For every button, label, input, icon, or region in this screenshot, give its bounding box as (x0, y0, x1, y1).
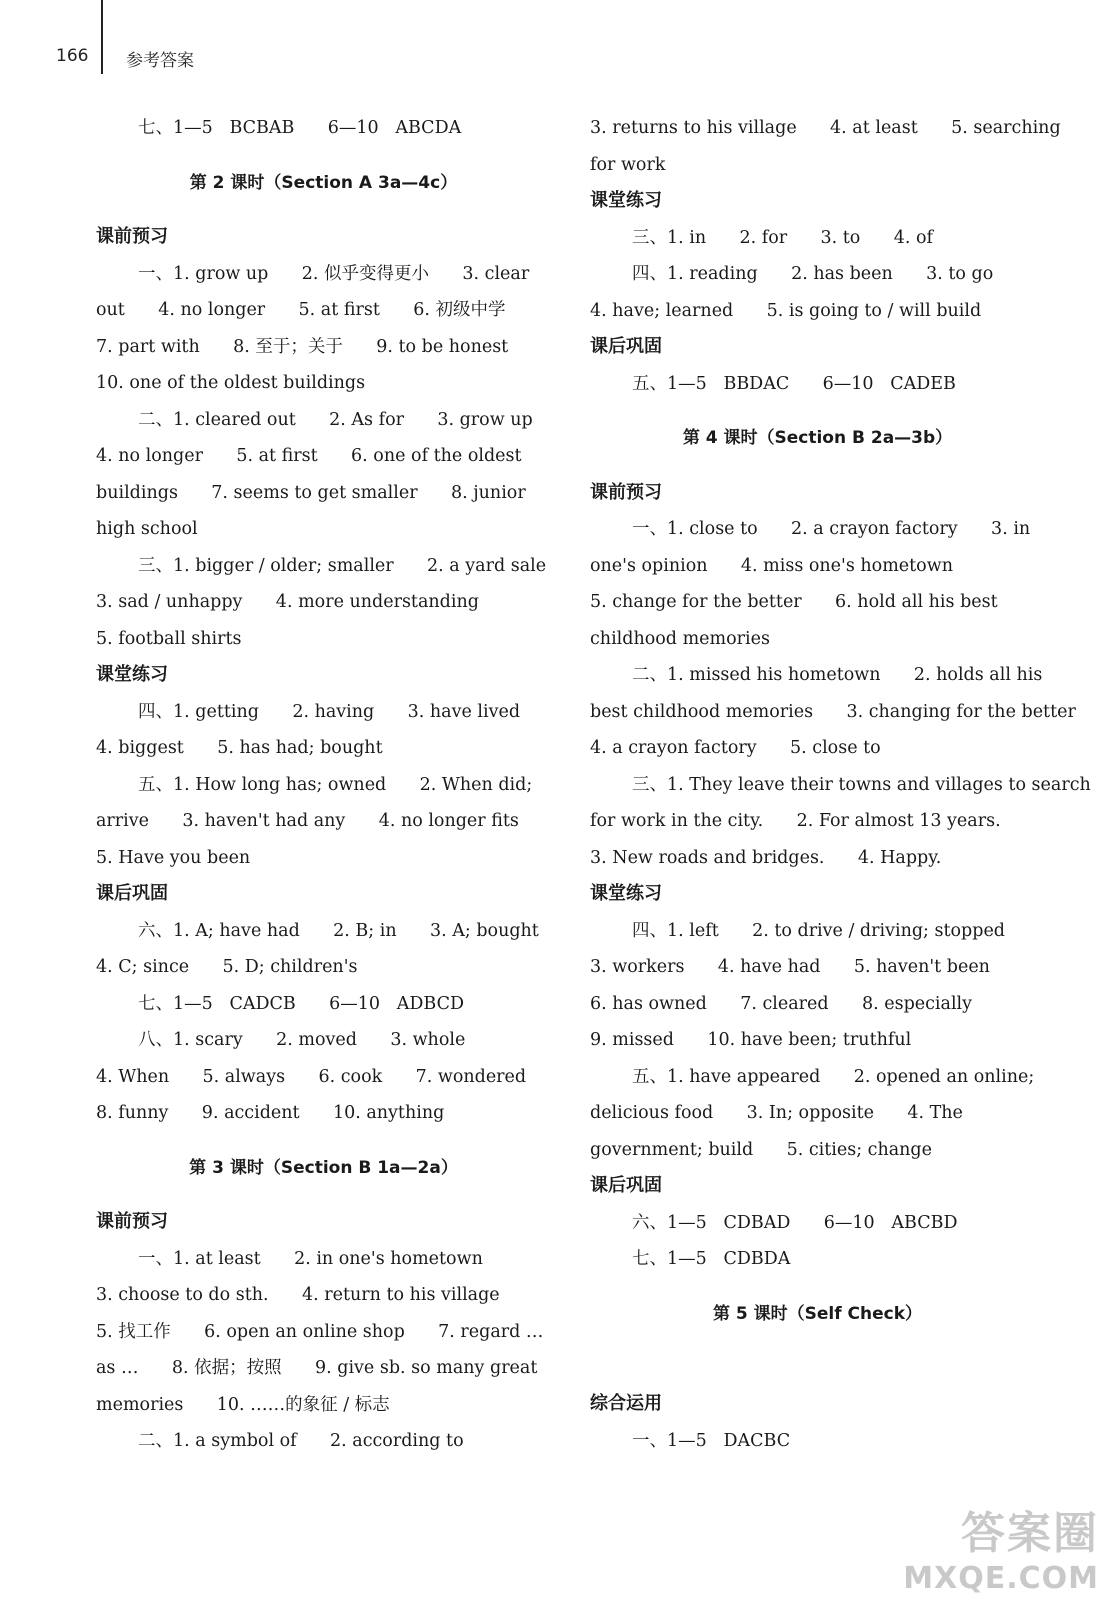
section-heading: 课前预习 (96, 1211, 168, 1232)
answer-line: 5. football shirts (96, 628, 242, 649)
section-heading: 综合运用 (590, 1393, 662, 1414)
section-heading: 课前预习 (96, 226, 168, 247)
answer-line: 3. New roads and bridges. 4. Happy. (590, 847, 942, 868)
lesson-title: 第 4 课时（Section B 2a—3b） (682, 428, 953, 448)
answer-line: out 4. no longer 5. at first 6. 初级中学 (96, 300, 506, 320)
lesson-title: 第 3 课时（Section B 1a—2a） (189, 1157, 458, 1178)
answer-line: 8. funny 9. accident 10. anything (96, 1103, 445, 1123)
answer-line: 3. sad / unhappy 4. more understanding (96, 592, 479, 612)
right-answer-column (590, 110, 1091, 1459)
answer-line: 五、1. have appeared 2. opened an online; (632, 1066, 1035, 1087)
section-heading: 课后巩固 (590, 336, 662, 357)
page-number: 166 (56, 46, 89, 66)
page-header-title: 参考答案 (126, 51, 194, 71)
answer-line: 3. returns to his village 4. at least 5. searching (590, 118, 1061, 138)
answer-line: 9. missed 10. have been; truthful (590, 1030, 912, 1050)
section-heading: 课后巩固 (590, 1175, 662, 1196)
answer-line: memories 10. ……的象征 / 标志 (96, 1394, 390, 1415)
answer-line: buildings 7. seems to get smaller 8. junior (96, 482, 526, 503)
answer-line: one's opinion 4. miss one's hometown (590, 555, 953, 576)
answer-line: best childhood memories 3. changing for the better (590, 701, 1076, 722)
answer-line: 八、1. scary 2. moved 3. whole (138, 1030, 466, 1050)
answer-line: 5. change for the better 6. hold all his best (590, 592, 998, 612)
answer-line: 三、1. bigger / older; smaller 2. a yard sale (138, 555, 547, 576)
answer-line: childhood memories (590, 628, 770, 649)
answer-line: 七、1—5 CDBDA (632, 1249, 791, 1269)
answer-line: 四、1. left 2. to drive / driving; stopped (632, 920, 1006, 941)
answer-line: 五、1—5 BBDAC 6—10 CADEB (632, 373, 956, 394)
answer-line: 七、1—5 CADCB 6—10 ADBCD (138, 993, 465, 1014)
answer-line: 四、1. reading 2. has been 3. to go (632, 264, 994, 284)
section-heading: 课堂练习 (590, 883, 662, 904)
answer-line: 3. choose to do sth. 4. return to his village (96, 1285, 500, 1305)
answer-line: 一、1. at least 2. in one's hometown (138, 1248, 483, 1269)
answer-line: for work (590, 154, 666, 175)
answer-line: delicious food 3. In; opposite 4. The (590, 1103, 963, 1123)
answer-line: as … 8. 依据；按照 9. give sb. so many great (96, 1358, 538, 1378)
answer-line: 4. a crayon factory 5. close to (590, 738, 881, 758)
answer-line: 一、1. grow up 2. 似乎变得更小 3. clear (138, 263, 530, 284)
answer-line: government; build 5. cities; change (590, 1139, 932, 1160)
answer-line: 5. 找工作 6. open an online shop 7. regard … (96, 1321, 544, 1342)
answer-line: 3. workers 4. have had 5. haven't been (590, 957, 990, 977)
answer-line: for work in the city. 2. For almost 13 years. (590, 811, 1001, 831)
answer-line: 三、1. They leave their towns and villages to search (632, 774, 1091, 795)
answer-line: 7. part with 8. 至于；关于 9. to be honest (96, 336, 509, 357)
watermark-logo: 答案圈 (961, 1508, 1099, 1559)
answer-line: 三、1. in 2. for 3. to 4. of (632, 227, 933, 248)
section-heading: 课堂练习 (96, 664, 168, 685)
answer-line: 五、1. How long has; owned 2. When did; (138, 774, 533, 795)
answer-line: 七、1—5 BCBAB 6—10 ABCDA (138, 118, 462, 138)
answer-line: 6. has owned 7. cleared 8. especially (590, 993, 973, 1014)
answer-line: 六、1—5 CDBAD 6—10 ABCBD (632, 1212, 958, 1233)
answer-line: high school (96, 519, 198, 539)
answer-line: 4. no longer 5. at first 6. one of the oldest (96, 446, 522, 466)
section-heading: 课后巩固 (96, 883, 168, 904)
header-divider (101, 0, 103, 74)
answer-line: 4. biggest 5. has had; bought (96, 738, 383, 758)
answer-line: 二、1. missed his hometown 2. holds all his (632, 665, 1043, 685)
answer-line: 二、1. cleared out 2. As for 3. grow up (138, 409, 533, 430)
lesson-title: 第 2 课时（Section A 3a—4c） (189, 172, 458, 193)
watermark-url: MXQE.COM (903, 1561, 1099, 1596)
section-heading: 课堂练习 (590, 190, 662, 211)
answer-line: 一、1. close to 2. a crayon factory 3. in (632, 519, 1031, 539)
answer-line: 4. When 5. always 6. cook 7. wondered (96, 1066, 527, 1087)
answer-line: 四、1. getting 2. having 3. have lived (138, 701, 521, 722)
answer-line: 二、1. a symbol of 2. according to (138, 1431, 464, 1451)
answer-line: 10. one of the oldest buildings (96, 373, 366, 393)
watermark (903, 1497, 1099, 1596)
left-answer-column (96, 110, 551, 1460)
answer-line: 一、1—5 DACBC (632, 1430, 791, 1451)
answer-line: 5. Have you been (96, 847, 251, 868)
section-heading: 课前预习 (590, 481, 662, 503)
answer-line: arrive 3. haven't had any 4. no longer fits (96, 811, 519, 831)
lesson-title: 第 5 课时（Self Check） (712, 1303, 923, 1324)
answer-line: 4. C; since 5. D; children's (96, 957, 358, 977)
answer-line: 4. have; learned 5. is going to / will build (590, 300, 982, 321)
answer-line: 六、1. A; have had 2. B; in 3. A; bought (138, 920, 539, 941)
